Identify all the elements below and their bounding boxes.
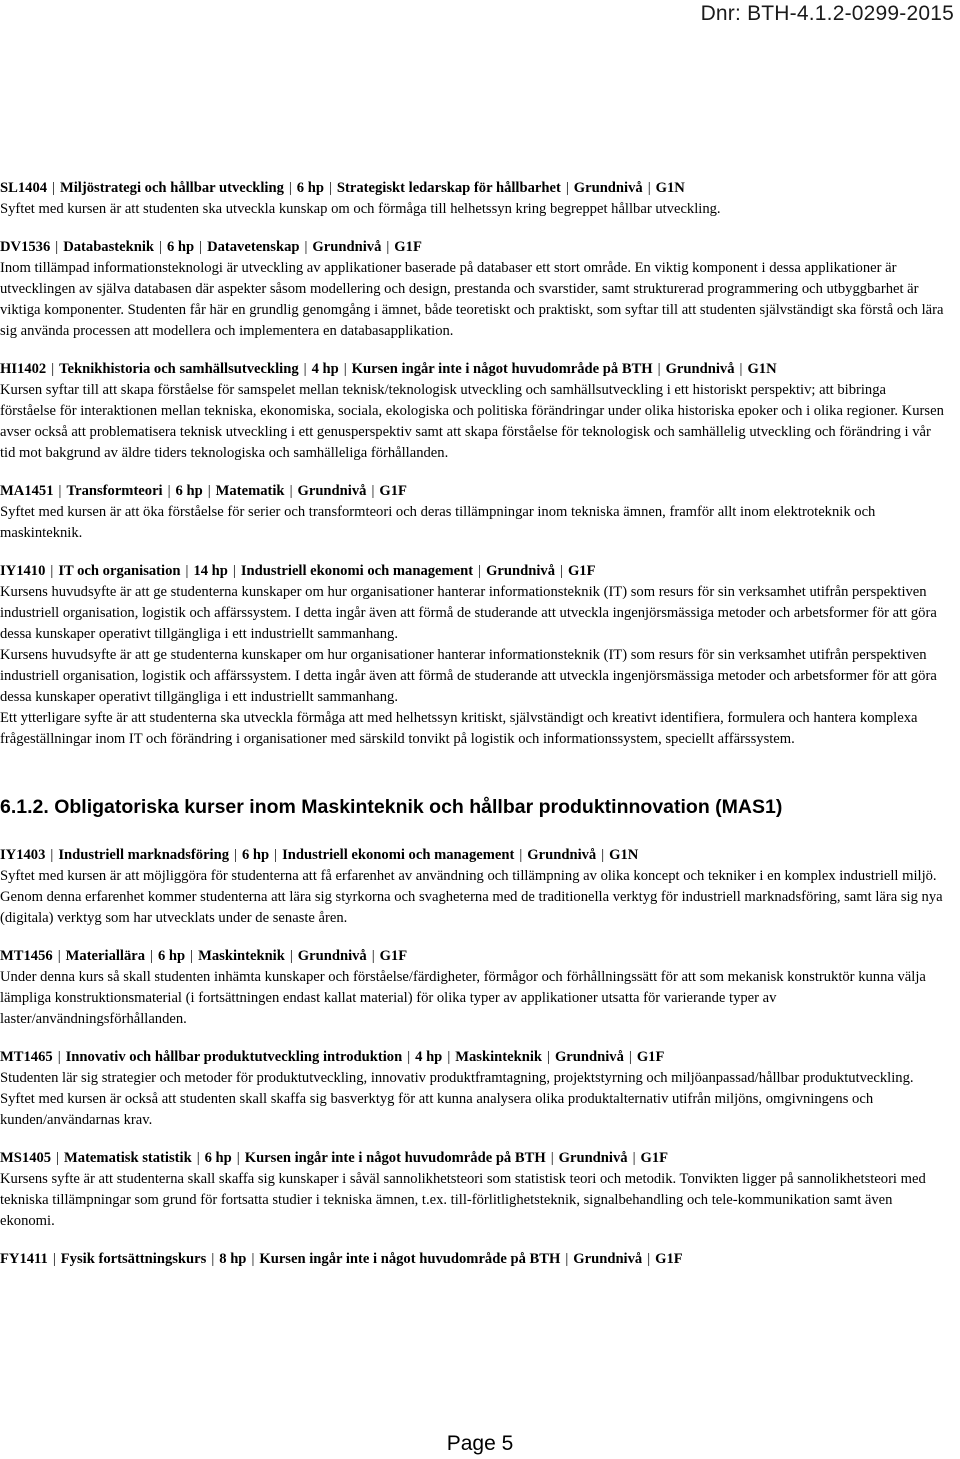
- heading-separator: |: [447, 1049, 451, 1065]
- heading-part: Materiallära: [65, 948, 146, 964]
- heading-part: Matematik: [215, 483, 285, 499]
- course-description: Inom tillämpad informationsteknologi är utveckling av applikationer baserade på databaser ett stort område. En viktig komponent i dessa applikationer är utvecklingen av själva databasen där aspekter såsom modellering och design, prestanda och svarstider, samt strukturerad programmering och utbyggbarhet är viktiga komponenter. Studenten får här en grundlig genomgång i ämnet, både teoretiskt och praktiskt, som syftar till att studenten självständigt ska förstå och lära sig använda processen att modellera och implementera en databasapplikation.: [0, 260, 944, 339]
- heading-separator: |: [274, 847, 278, 863]
- heading-separator: |: [565, 1251, 569, 1267]
- heading-part: Matematisk statistik: [64, 1150, 192, 1166]
- heading-separator: |: [50, 847, 54, 863]
- heading-part: HI1402: [0, 361, 47, 377]
- heading-separator: |: [196, 1150, 200, 1166]
- heading-part: SL1404: [0, 180, 48, 196]
- course-description: Syftet med kursen är att möjliggöra för studenterna att få erfarenhet av användning och tillämpning av olika koncept och tekniker i en komplex industriell miljö. Genom denna erfarenhet kommer studenterna att lära sig styrkorna och svagheterna med de traditionella verktyg för industriell marknadsföring, samt lära sig nya (digitala) verktyg som har utvecklats under de senaste åren.: [0, 868, 943, 926]
- course-heading: [0, 845, 945, 866]
- heading-separator: |: [289, 483, 293, 499]
- heading-part: DV1536: [0, 239, 51, 255]
- heading-separator: |: [52, 180, 55, 196]
- course-entry: [0, 845, 945, 929]
- heading-part: Maskinteknik: [455, 1049, 543, 1065]
- heading-part: Industriell marknadsföring: [58, 847, 230, 863]
- heading-separator: |: [371, 483, 375, 499]
- heading-part: Databasteknik: [63, 239, 155, 255]
- heading-separator: |: [478, 563, 482, 579]
- heading-separator: |: [303, 361, 307, 377]
- heading-separator: |: [657, 361, 661, 377]
- heading-part: Kursen ingår inte i något huvudområde på BTH: [259, 1251, 561, 1267]
- course-heading: [0, 237, 945, 258]
- heading-part: MS1405: [0, 1150, 52, 1166]
- heading-separator: |: [304, 239, 308, 255]
- heading-part: Kursen ingår inte i något huvudområde på BTH: [351, 361, 653, 377]
- heading-part: G1F: [636, 1049, 665, 1065]
- heading-separator: |: [185, 563, 189, 579]
- course-heading: [0, 359, 945, 380]
- heading-part: Transformteori: [66, 483, 163, 499]
- course-description: Kursens huvudsyfte är att ge studenterna kunskaper om hur organisationer hanterar informationsteknik (IT) som resurs för sin verksamhet utifrån perspektiven industriell organisation, logistik och affärssystem. I detta ingår även att förmå de studerande att utveckla ingenjörsmässiga metoder och arbetsformer för att göra dessa kunskaper operativt tillgängliga i ett industriellt sammanhang.: [0, 584, 937, 642]
- heading-separator: |: [159, 239, 162, 255]
- heading-separator: |: [51, 361, 55, 377]
- course-heading: [0, 178, 945, 199]
- heading-part: Innovativ och hållbar produktutveckling introduktion: [65, 1049, 403, 1065]
- course-description: Kursens huvudsyfte är att ge studenterna kunskaper om hur organisationer hanterar informationsteknik (IT) som resurs för sin verksamhet utifrån perspektiven industriell organisation, logistik och affärssystem. I detta ingår även att förmå de studerande att utveckla ingenjörsmässiga metoder och arbetsformer för att göra dessa kunskaper operativt tillgängliga i ett industriellt sammanhang.: [0, 647, 937, 705]
- heading-separator: |: [234, 847, 237, 863]
- heading-separator: |: [628, 1049, 632, 1065]
- document-number: Dnr: BTH-4.1.2-0299-2015: [700, 2, 954, 25]
- course-entry: [0, 481, 945, 544]
- heading-separator: |: [289, 948, 293, 964]
- heading-part: Grundnivå: [665, 361, 735, 377]
- heading-separator: |: [251, 1251, 255, 1267]
- heading-part: IY1410: [0, 563, 46, 579]
- heading-part: G1N: [655, 180, 685, 196]
- heading-part: Grundnivå: [573, 1251, 643, 1267]
- heading-separator: |: [547, 1049, 550, 1065]
- heading-part: Maskinteknik: [198, 948, 285, 964]
- course-entry: [0, 178, 945, 220]
- course-entry: [0, 1148, 945, 1232]
- heading-separator: |: [647, 1251, 651, 1267]
- heading-separator: |: [386, 239, 390, 255]
- course-entry: [0, 1047, 945, 1131]
- course-entry: [0, 359, 945, 464]
- course-heading: [0, 946, 945, 967]
- course-heading: [0, 561, 945, 582]
- heading-part: Fysik fortsättningskurs: [60, 1251, 207, 1267]
- heading-part: Datavetenskap: [207, 239, 300, 255]
- course-entry: [0, 237, 945, 342]
- heading-part: 8 hp: [219, 1251, 247, 1267]
- course-entry: [0, 561, 945, 750]
- heading-separator: |: [371, 948, 375, 964]
- heading-part: 4 hp: [311, 361, 339, 377]
- heading-part: Grundnivå: [554, 1049, 624, 1065]
- heading-separator: |: [565, 180, 569, 196]
- heading-part: G1N: [747, 361, 777, 377]
- heading-part: 6 hp: [157, 948, 186, 964]
- heading-separator: |: [207, 483, 211, 499]
- heading-part: MA1451: [0, 483, 54, 499]
- course-heading: [0, 1148, 945, 1169]
- heading-part: 6 hp: [241, 847, 270, 863]
- course-heading: [0, 1249, 945, 1270]
- course-description: Syftet med kursen är att studenten ska utveckla kunskap om och förmåga till helhetssyn kring begreppet hållbar utveckling.: [0, 201, 721, 217]
- heading-separator: |: [560, 563, 563, 579]
- heading-part: Grundnivå: [527, 847, 597, 863]
- heading-separator: |: [55, 239, 59, 255]
- heading-part: G1F: [379, 948, 408, 964]
- course-description: Studenten lär sig strategier och metoder för produktutveckling, innovativ produktframtagning, projektstyrning och miljöanpassad/hållbar produktutveckling. Syftet med kursen är också att studenten skall skaffa sig basverktyg för att kunna analysera olika produktalternativ utifrån miljöns, omgivningens och kunden/användarnas krav.: [0, 1070, 914, 1128]
- heading-part: Strategiskt ledarskap för hållbarhet: [336, 180, 561, 196]
- heading-part: Miljöstrategi och hållbar utveckling: [59, 180, 284, 196]
- heading-part: Industriell ekonomi och management: [282, 847, 515, 863]
- heading-part: Grundnivå: [297, 483, 367, 499]
- heading-separator: |: [647, 180, 651, 196]
- heading-part: Teknikhistoria och samhällsutveckling: [59, 361, 299, 377]
- heading-separator: |: [519, 847, 523, 863]
- heading-separator: |: [232, 563, 236, 579]
- heading-separator: |: [632, 1150, 636, 1166]
- course-heading: [0, 1047, 945, 1068]
- heading-separator: |: [550, 1150, 554, 1166]
- heading-part: FY1411: [0, 1251, 48, 1267]
- heading-separator: |: [236, 1150, 240, 1166]
- heading-part: G1F: [379, 483, 407, 499]
- course-description: Kursen syftar till att skapa förståelse för samspelet mellan teknisk/teknologisk utveckling och samhällsutveckling i ett historiskt perspektiv; att bibringa förståelse för interaktionen mellan tekniska, ekonomiska, sociala, ekologiska och politiska förändringar under olika historiska epoker och i olika regioner. Kursen avser också att problematisera teknisk utveckling i ett genusperspektiv samt att skapa förståelse för teknologisk och samhällelig utveckling och förändring i vår tid mot bakgrund av äldre tiders teknologiska och samhälleliga förhållanden.: [0, 382, 944, 461]
- heading-separator: |: [167, 483, 171, 499]
- document-body: [0, 178, 945, 1270]
- heading-separator: |: [211, 1251, 215, 1267]
- heading-part: G1F: [394, 239, 422, 255]
- heading-separator: |: [58, 483, 62, 499]
- course-list-mas1: [0, 845, 945, 1270]
- heading-separator: |: [739, 361, 743, 377]
- section-heading: 6.1.2. Obligatoriska kurser inom Maskinteknik och hållbar produktinnovation (MAS1): [0, 796, 783, 818]
- heading-part: G1N: [609, 847, 639, 863]
- heading-separator: |: [407, 1049, 411, 1065]
- heading-part: 14 hp: [193, 563, 228, 579]
- course-heading: [0, 481, 945, 502]
- heading-separator: |: [57, 948, 61, 964]
- course-entry: [0, 946, 945, 1030]
- heading-separator: |: [190, 948, 194, 964]
- heading-part: MT1456: [0, 948, 53, 964]
- course-description: Under denna kurs så skall studenten inhämta kunskaper och förståelse/färdigheter, förmågor och förhållningssätt för att som mekanisk konstruktör kunna välja lämpliga konstruktionsmaterial (i fortsättningen endast kallat material) för olika typer av applikationer utsatta för varierande typer av laster/användningsförhållanden.: [0, 969, 926, 1027]
- course-description: Syftet med kursen är att öka förståelse för serier och transformteori och deras tillämpningar inom tekniska ämnen, framför allt inom elektroteknik och maskinteknik.: [0, 504, 876, 541]
- course-entry: [0, 1249, 945, 1270]
- heading-part: 6 hp: [166, 239, 195, 255]
- heading-part: 6 hp: [204, 1150, 232, 1166]
- heading-part: 6 hp: [175, 483, 203, 499]
- heading-separator: |: [52, 1251, 56, 1267]
- heading-separator: |: [57, 1049, 61, 1065]
- heading-part: Kursen ingår inte i något huvudområde på BTH: [244, 1150, 546, 1166]
- heading-separator: |: [328, 180, 332, 196]
- heading-part: 4 hp: [415, 1049, 443, 1065]
- heading-part: Grundnivå: [558, 1150, 628, 1166]
- heading-separator: |: [199, 239, 203, 255]
- heading-part: Grundnivå: [312, 239, 382, 255]
- heading-separator: |: [50, 563, 54, 579]
- page-number: Page 5: [446, 1432, 514, 1455]
- heading-part: IT och organisation: [58, 563, 181, 579]
- heading-part: IY1403: [0, 847, 46, 863]
- course-description: Kursens syfte är att studenterna skall skaffa sig kunskaper i såväl sannolikhetsteori som statistisk teori och metodik. Tonvikten ligger på sannolikhetsteori med tekniska tillämpningar som grund för fortsatta studier i tekniska ämnen, t.ex. till-förlitlighetsteknik, signalbehandling och tele-kommunikation samt även ekonomi.: [0, 1171, 926, 1229]
- heading-part: G1F: [567, 563, 596, 579]
- heading-separator: |: [601, 847, 605, 863]
- course-list-general: [0, 178, 945, 750]
- heading-separator: |: [56, 1150, 59, 1166]
- course-description: Ett ytterligare syfte är att studenterna ska utveckla förmåga att med helhetssyn kritiskt, självständigt och kreativt identifiera, formulera och hantera komplexa frågeställningar inom IT och förändring i organisationer med särskild tonvikt på logistik och informationssystem, speciellt affärssystem.: [0, 710, 918, 747]
- heading-separator: |: [150, 948, 153, 964]
- heading-part: MT1465: [0, 1049, 53, 1065]
- heading-part: 6 hp: [296, 180, 324, 196]
- heading-separator: |: [288, 180, 292, 196]
- heading-part: G1F: [655, 1251, 683, 1267]
- heading-separator: |: [343, 361, 347, 377]
- heading-part: Grundnivå: [573, 180, 643, 196]
- heading-part: Grundnivå: [486, 563, 556, 579]
- heading-part: G1F: [640, 1150, 669, 1166]
- heading-part: Grundnivå: [297, 948, 367, 964]
- heading-part: Industriell ekonomi och management: [240, 563, 474, 579]
